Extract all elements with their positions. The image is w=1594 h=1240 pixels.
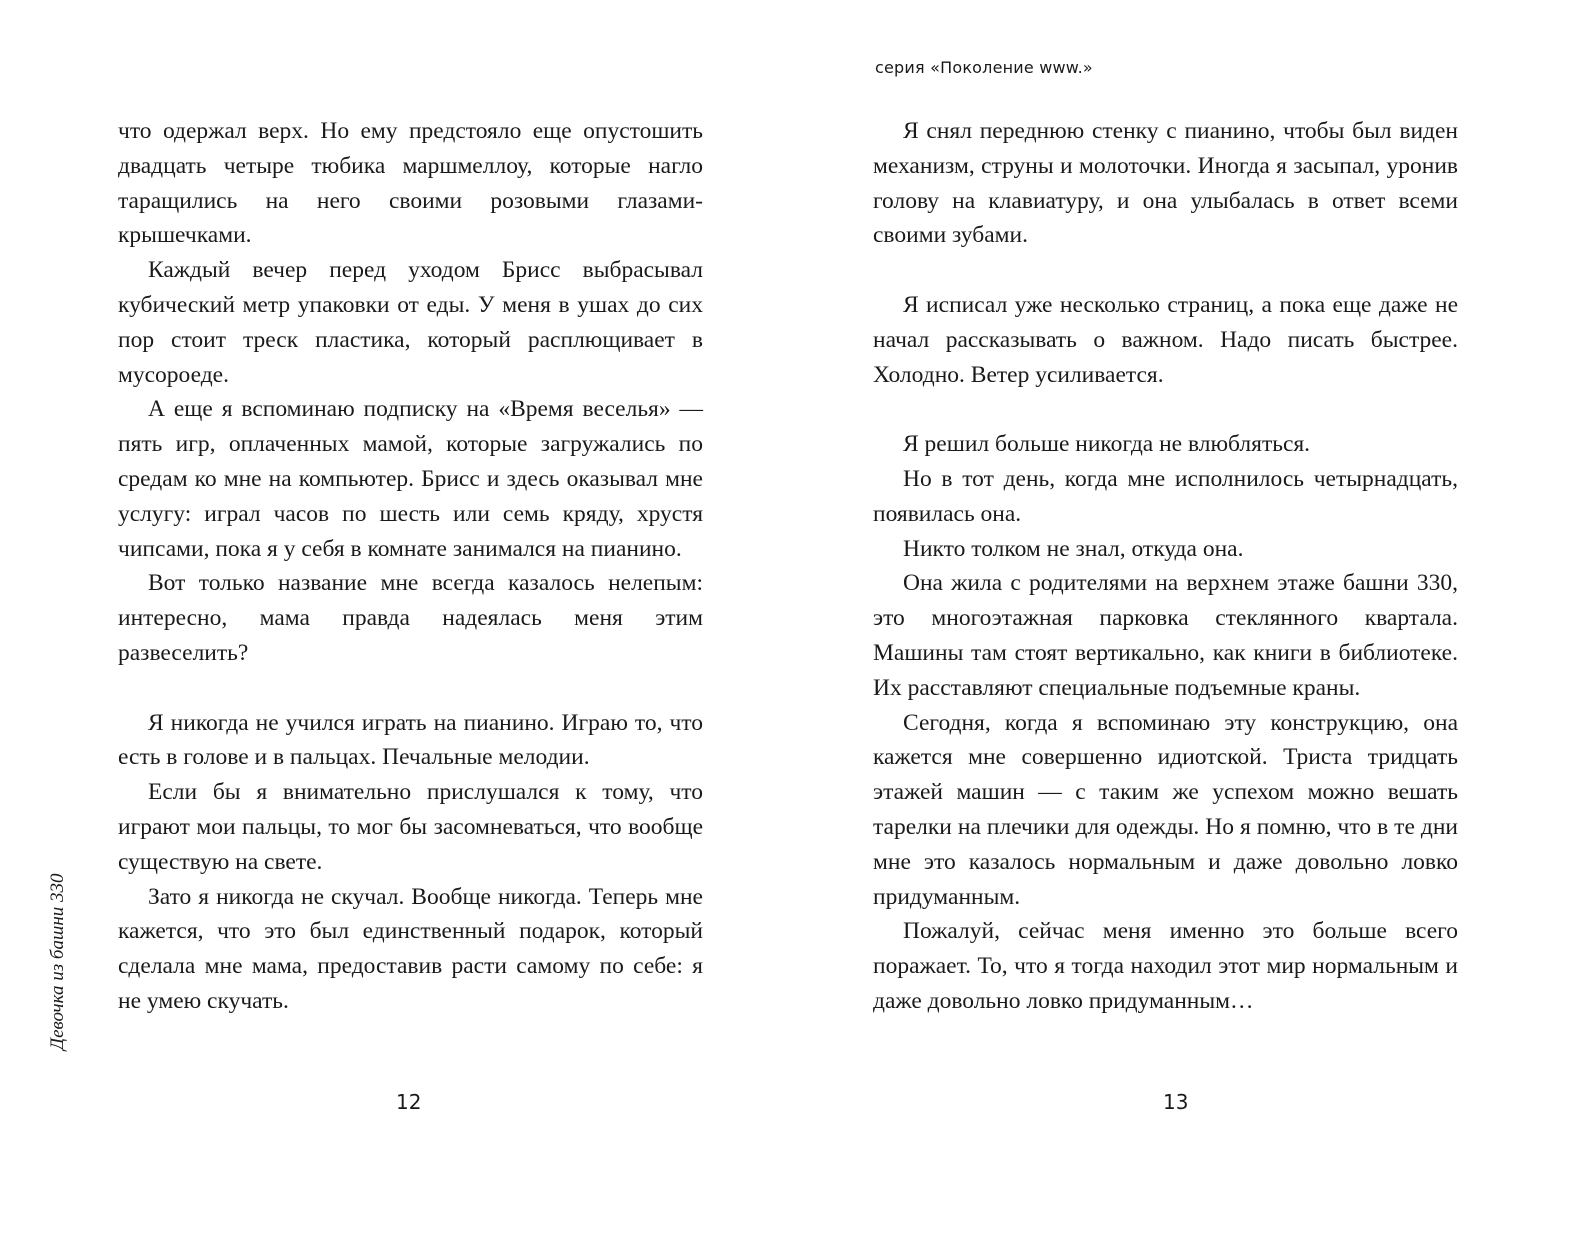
section-break — [873, 253, 1458, 288]
paragraph: Я исписал уже несколько страниц, а пока еще даже не начал рассказывать о важном. Надо писать быстрее. Холодно. Ветер усиливается. — [873, 291, 1458, 388]
page-number-right: 13 — [1163, 1090, 1189, 1114]
paragraph: Но в тот день, когда мне исполнилось четырнадцать, появилась она. — [873, 465, 1458, 527]
paragraph: Я снял переднюю стенку с пианино, чтобы был виден механизм, струны и молоточки. Иногда я засыпал, уронив голову на клавиатуру, и она улыбалась в ответ всеми своими зубами. — [873, 118, 1458, 249]
paragraph: Она жила с родителями на верхнем этаже башни 330, это многоэтажная парковка стеклянного квартала. Машины там стоят вертикально, как книги в библиотеке. Их расставляют специальные подъемные краны. — [873, 570, 1458, 701]
paragraph: Сегодня, когда я вспоминаю эту конструкцию, она кажется мне совершенно идиотской. Триста тридцать этажей машин — с таким же успехом можно вешать тарелки на плечики для одежды. Но я помню, что в те дни мне это казалось нормальным и даже довольно ловко придуманным. — [873, 709, 1458, 910]
vertical-book-title: Девочка из башни 330 — [47, 873, 68, 1050]
series-running-head: серия «Поколение www.» — [875, 58, 1093, 77]
section-break — [118, 671, 703, 706]
page-number-left: 12 — [396, 1090, 422, 1114]
right-page-body — [873, 114, 1458, 1019]
left-page-body — [118, 114, 703, 1019]
paragraph: Зато я никогда не скучал. Вообще никогда. Теперь мне кажется, что это был единственный подарок, который сделала мне мама, предоставив расти самому по себе: я не умею скучать. — [118, 883, 703, 1014]
paragraph: Каждый вечер перед уходом Брисс выбрасывал кубический метр упаковки от еды. У меня в ушах до сих пор стоит треск пластика, который расплющивает в мусороеде. — [118, 257, 703, 388]
paragraph: Пожалуй, сейчас меня именно это больше всего поражает. То, что я тогда находил этот мир нормальным и даже довольно ловко придуманным… — [873, 918, 1458, 1014]
paragraph: Вот только название мне всегда казалось нелепым: интересно, мама правда надеялась меня этим развеселить? — [118, 570, 703, 666]
right-page — [797, 0, 1594, 1240]
section-break — [873, 392, 1458, 427]
paragraph: А еще я вспоминаю подписку на «Время веселья» — пять игр, оплаченных мамой, которые загружались по средам ко мне на компьютер. Брисс и здесь оказывал мне услугу: играл часов по шесть или семь кряду, хрустя чипсами, пока я у себя в комнате занимался на пианино. — [118, 396, 703, 562]
paragraph: Я никогда не учился играть на пианино. Играю то, что есть в голове и в пальцах. Печальные мелодии. — [118, 709, 703, 771]
paragraph: Я решил больше никогда не влюбляться. — [903, 431, 1311, 458]
paragraph: Если бы я внимательно прислушался к тому, что играют мои пальцы, то мог бы засомневаться, что вообще существую на свете. — [118, 779, 703, 875]
paragraph: Никто толком не знал, откуда она. — [903, 535, 1244, 562]
paragraph: что одержал верх. Но ему предстояло еще опустошить двадцать четыре тюбика маршмеллоу, которые нагло таращились на него своими розовыми глазами-крышечками. — [118, 118, 703, 249]
